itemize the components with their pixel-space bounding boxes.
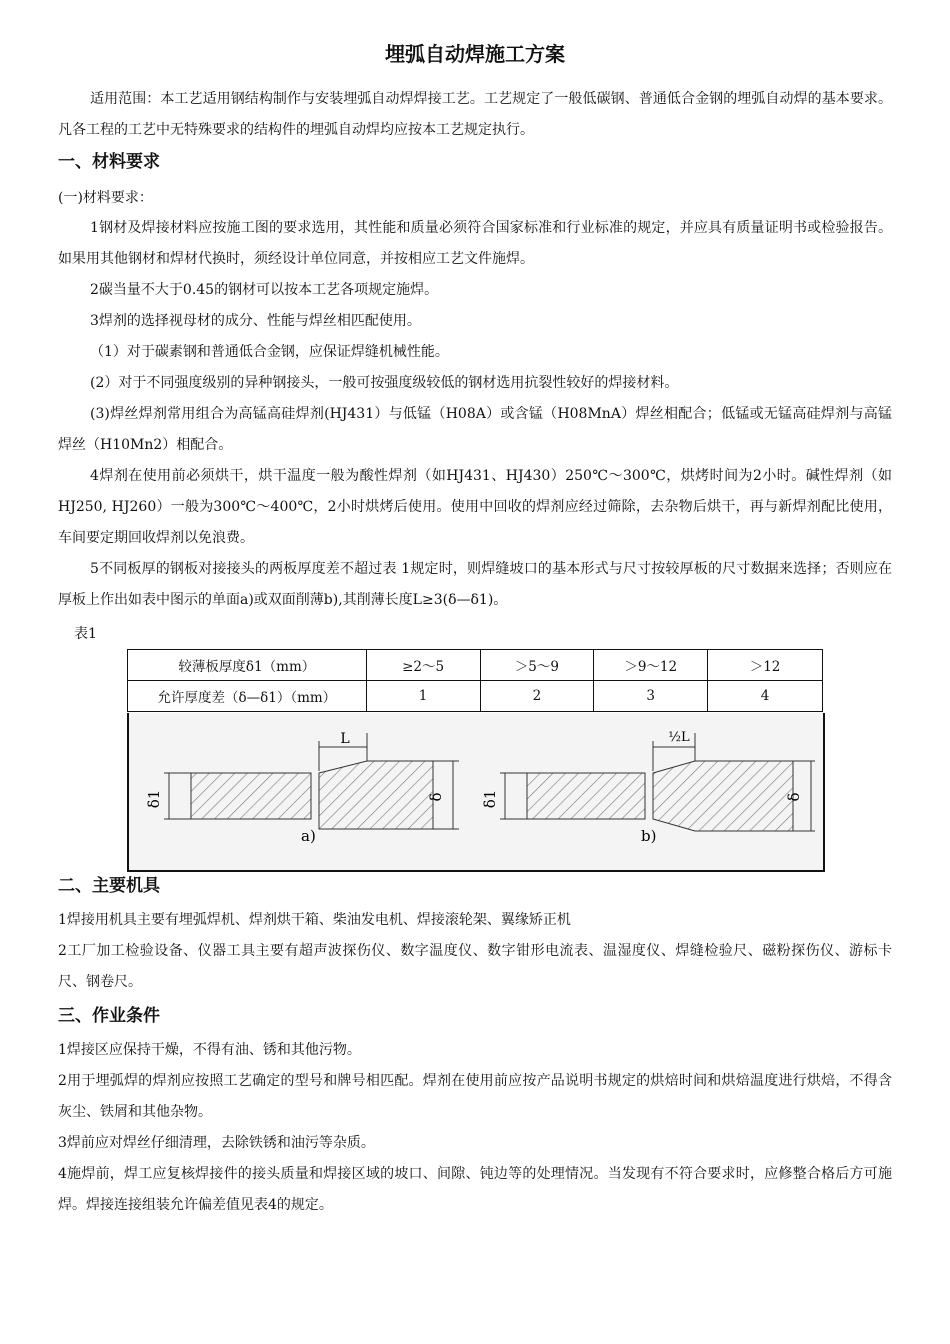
paragraph-equipment-1: 1焊接用机具主要有埋弧焊机、焊剂烘干箱、柴油发电机、焊接滚轮架、翼缘矫正机 — [58, 912, 571, 928]
table-cell: 4 — [708, 681, 823, 712]
thickness-table — [127, 649, 823, 712]
table-cell: ≥2～5 — [366, 650, 480, 681]
paragraph-conditions-2: 2用于埋弧焊的焊剂应按照工艺确定的型号和牌号相匹配。焊剂在使用前应按产品说明书规定的烘焙时间和烘焙温度进行烘焙，不得含灰尘、铁屑和其他杂物。 — [58, 1073, 892, 1120]
table-cell: ＞5～9 — [480, 650, 594, 681]
table-cell: 允许厚度差（δ—δ1）（mm） — [128, 681, 367, 712]
paragraph-3a: （1）对于碳素钢和普通低合金钢，应保证焊缝机械性能。 — [90, 344, 449, 360]
paragraph-1: 1钢材及焊接材料应按施工图的要求选用，其性能和质量必须符合国家标准和行业标准的规定，并应具有质量证明书或检验报告。如果用其他钢材和焊材代换时，须经设计单位同意，并按相应工艺文件施焊。 — [58, 220, 892, 267]
diagram-a-label: a) — [301, 827, 316, 845]
table-cell: 2 — [480, 681, 594, 712]
paragraph-2: 2碳当量不大于0.45的钢材可以按本工艺各项规定施焊。 — [90, 282, 439, 298]
subsection-heading: (一)材料要求： — [58, 190, 153, 206]
L-label-a: L — [340, 731, 350, 747]
paragraph-3b: (2）对于不同强度级别的异种钢接头，一般可按强度级较低的钢材选用抗裂性较好的焊接材料。 — [90, 375, 679, 391]
table-row — [128, 650, 823, 681]
delta1-label-b: δ1 — [481, 789, 499, 809]
delta1-label-a: δ1 — [145, 789, 163, 809]
table-cell: 1 — [366, 681, 480, 712]
paragraph-conditions-3: 3焊前应对焊丝仔细清理，去除铁锈和油污等杂质。 — [58, 1135, 375, 1151]
paragraph-equipment-2: 2工厂加工检验设备、仪器工具主要有超声波探伤仪、数字温度仪、数字钳形电流表、温湿度仪、焊缝检验尺、磁粉探伤仪、游标卡尺、钢卷尺。 — [58, 943, 892, 990]
diagram-b-label: b) — [641, 827, 657, 845]
document-title: 埋弧自动焊施工方案 — [385, 42, 565, 66]
paragraph-conditions-4: 4施焊前，焊工应复核焊接件的接头质量和焊接区域的坡口、间隙、钝边等的处理情况。当发现有不符合要求时，应修整合格后方可施焊。焊接连接组装允许偏差值见表4的规定。 — [58, 1166, 892, 1213]
table-cell: ＞9～12 — [594, 650, 708, 681]
paragraph-conditions-1: 1焊接区应保持干燥，不得有油、锈和其他污物。 — [58, 1042, 361, 1058]
paragraph-4: 4焊剂在使用前必须烘干，烘干温度一般为酸性焊剂（如HJ431、HJ430）250℃～300℃，烘烤时间为2小时。碱性焊剂（如HJ250, HJ260）一般为300℃～400℃，2小时烘烤后使用。使用中回收的焊剂应经过筛除，去杂物后烘干，再与新焊剂配比使用，车间要定期回收焊剂以免浪费。 — [58, 468, 892, 546]
delta-label-b: δ — [785, 792, 803, 802]
paragraph-3: 3焊剂的选择视母材的成分、性能与焊丝相匹配使用。 — [90, 313, 421, 329]
section-heading-materials: 一、材料要求 — [58, 152, 160, 172]
table-caption: 表1 — [74, 626, 97, 642]
delta-label-a: δ — [427, 792, 445, 802]
paragraph-3c: (3)焊丝焊剂常用组合为高锰高硅焊剂(HJ431）与低锰（H08A）或含锰（H08MnA）焊丝相配合；低锰或无锰高硅焊剂与高锰焊丝（H10Mn2）相配合。 — [58, 406, 892, 453]
table-cell: 较薄板厚度δ1（mm） — [128, 650, 367, 681]
diagram-b — [481, 730, 815, 845]
table-cell: 3 — [594, 681, 708, 712]
section-heading-conditions: 三、作业条件 — [58, 1006, 160, 1026]
intro-paragraph: 适用范围：本工艺适用钢结构制作与安装埋弧自动焊焊接工艺。工艺规定了一般低碳钢、普通低合金钢的埋弧自动焊的基本要求。凡各工程的工艺中无特殊要求的结构件的埋弧自动焊均应按本工艺规定执行。 — [58, 91, 892, 138]
thinning-diagram — [129, 713, 823, 870]
plate-thinning-figure — [127, 713, 825, 872]
table-cell: ＞12 — [708, 650, 823, 681]
paragraph-5: 5不同板厚的钢板对接接头的两板厚度差不超过表 1规定时，则焊缝坡口的基本形式与尺寸按较厚板的尺寸数据来选择；否则应在厚板上作出如表中图示的单面a)或双面削薄b),其削薄长度L≥3(δ—δ1)。 — [58, 561, 892, 608]
diagram-a — [145, 731, 459, 845]
half-L-label-b: ½L — [668, 730, 690, 745]
table-row — [128, 681, 823, 712]
section-heading-equipment: 二、主要机具 — [58, 876, 160, 896]
